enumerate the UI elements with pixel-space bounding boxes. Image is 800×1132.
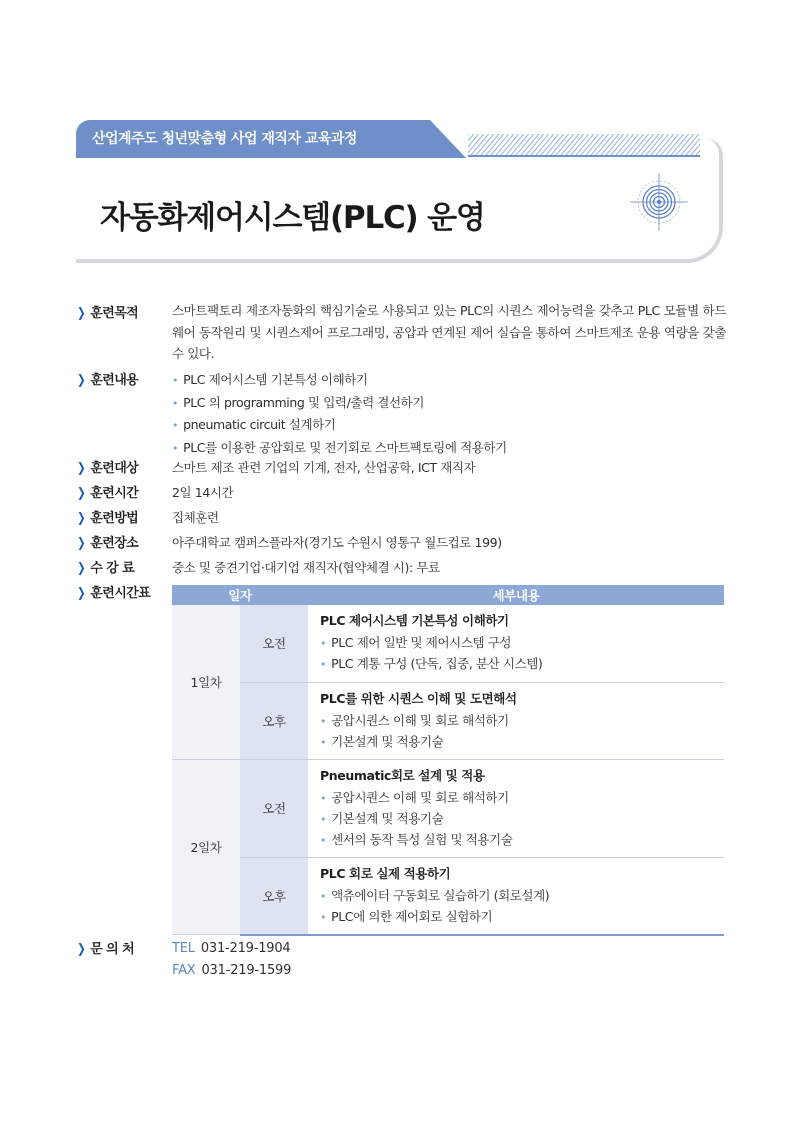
- fee-text: 중소 및 중견기업·대기업 재직자(협약체결 시): 무료: [172, 560, 440, 575]
- content-item: • PLC를 이용한 공압회로 및 전기회로 스마트팩토링에 적용하기: [172, 439, 507, 455]
- table-row: [172, 857, 724, 935]
- content-item: • PLC 의 programming 및 입력/출력 결선하기: [172, 394, 425, 410]
- session-item: • 기본설계 및 적용기술: [320, 810, 444, 826]
- session-title: PLC를 위한 시퀀스 이해 및 도면해석: [320, 690, 517, 706]
- target-text: 스마트 제조 관련 기업의 기계, 전자, 산업공학, ICT 재직자: [172, 460, 476, 475]
- chevron-right-icon: ❯: [77, 461, 86, 476]
- content-item: • pneumatic circuit 설계하기: [172, 417, 336, 432]
- header-details: 세부내용: [308, 585, 724, 605]
- session-item: • 공압시퀀스 이해 및 회로 해석하기: [320, 712, 509, 728]
- purpose-label: ❯ 훈련목적: [77, 306, 139, 321]
- chevron-right-icon: ❯: [77, 306, 86, 321]
- purpose-text: 스마트팩토리 제조자동화의 핵심기술로 사용되고 있는 PLC의 시퀀스 제어능력을 갖추고 PLC 모듈별 하드웨어 동작원리 및 시퀀스제어 프로그래밍, 공압과 연계된 제어 실습을 통하여 스마트제조 운용 역량을 갖출 수 있다.: [172, 303, 726, 361]
- session-item: • 공압시퀀스 이해 및 회로 해석하기: [320, 789, 509, 805]
- day-cell: 2일차: [172, 759, 240, 935]
- session-details: [308, 857, 724, 935]
- session-item: • PLC에 의한 제어회로 실험하기: [320, 908, 493, 924]
- duration-text: 2일 14시간: [172, 485, 234, 500]
- course-title: 자동화제어시스템(PLC) 운영: [100, 200, 485, 236]
- chevron-right-icon: ❯: [77, 373, 86, 388]
- session-item: • 기본설계 및 적용기술: [320, 733, 444, 749]
- target-icon: [629, 172, 689, 232]
- table-row: [172, 682, 724, 759]
- session-title: PLC 제어시스템 기본특성 이해하기: [320, 613, 509, 628]
- chevron-right-icon: ❯: [77, 942, 86, 957]
- contact-tel: TEL 031-219-1904: [172, 941, 291, 956]
- contact-info: [172, 938, 291, 982]
- program-subtitle: 산업계주도 청년맞춤형 사업 재직자 교육과정: [92, 131, 357, 147]
- content-item: • PLC 제어시스템 기본특성 이해하기: [172, 372, 368, 387]
- method-label: ❯ 훈련방법: [77, 511, 139, 526]
- session-item: • 센서의 동작 특성 실험 및 적용기술: [320, 831, 513, 847]
- time-cell: 오전: [240, 605, 308, 682]
- contact-fax: FAX 031-219-1599: [172, 963, 292, 978]
- session-title: PLC 회로 실제 적용하기: [320, 865, 451, 881]
- time-cell: 오후: [240, 857, 308, 935]
- schedule-label: ❯ 훈련시간표: [77, 586, 151, 601]
- header-date: 일자: [172, 585, 308, 605]
- session-details: [308, 682, 724, 759]
- header-underline: [468, 155, 700, 157]
- schedule-table: [172, 585, 724, 936]
- header-hatch-pattern: [468, 134, 700, 156]
- session-item: • PLC 계통 구성 (단독, 집중, 분산 시스템): [320, 656, 543, 671]
- table-row: [172, 605, 724, 682]
- fee-label: ❯ 수 강 료: [77, 561, 135, 576]
- day-cell: 1일차: [172, 605, 240, 759]
- content-label: ❯ 훈련내용: [77, 373, 139, 388]
- course-header: [76, 120, 723, 265]
- location-label: ❯ 훈련장소: [77, 536, 139, 551]
- duration-label: ❯ 훈련시간: [77, 486, 139, 501]
- table-header-row: [172, 585, 724, 605]
- chevron-right-icon: ❯: [77, 536, 86, 551]
- chevron-right-icon: ❯: [77, 586, 86, 601]
- table-row: [172, 759, 724, 857]
- session-title: Pneumatic회로 설계 및 적용: [320, 767, 485, 783]
- session-details: [308, 759, 724, 857]
- contact-label: ❯ 문 의 처: [77, 942, 135, 957]
- session-item: • 액츄에이터 구동회로 실습하기 (회로설계): [320, 887, 550, 903]
- header-tab-tail: [414, 120, 474, 158]
- time-cell: 오후: [240, 682, 308, 759]
- chevron-right-icon: ❯: [77, 561, 86, 576]
- session-item: • PLC 제어 일반 및 제어시스템 구성: [320, 635, 512, 650]
- target-label: ❯ 훈련대상: [77, 461, 139, 476]
- session-details: [308, 605, 724, 682]
- chevron-right-icon: ❯: [77, 511, 86, 526]
- time-cell: 오전: [240, 759, 308, 857]
- location-text: 아주대학교 캠퍼스플라자(경기도 수원시 영통구 월드컵로 199): [172, 535, 502, 550]
- content-list: [172, 369, 507, 459]
- method-text: 집체훈련: [172, 510, 219, 525]
- chevron-right-icon: ❯: [77, 486, 86, 501]
